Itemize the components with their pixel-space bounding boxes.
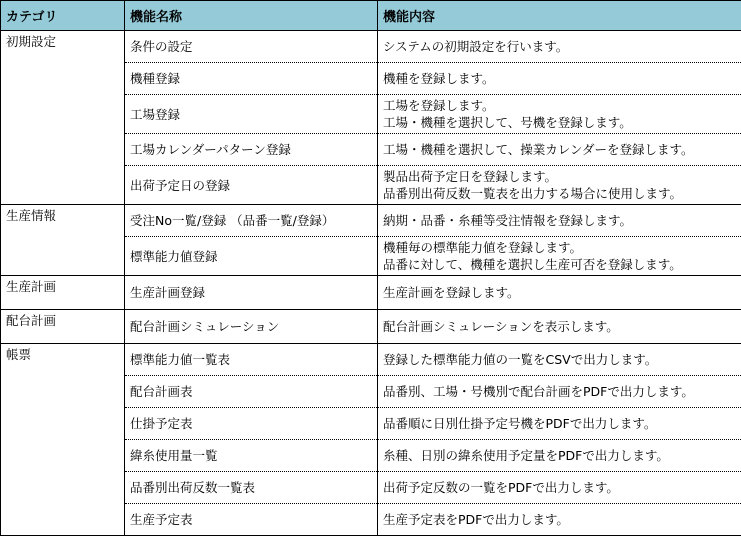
desc-line: 登録した標準能力値の一覧をCSVで出力します。 <box>383 351 736 368</box>
desc-line: 工場・機種を選択して、操業カレンダーを登録します。 <box>383 141 736 158</box>
header-row <box>1 1 741 31</box>
function-desc-cell <box>378 166 741 205</box>
desc-line: 糸種、日別の緯糸使用予定量をPDFで出力します。 <box>383 447 736 464</box>
function-desc-cell <box>378 134 741 166</box>
function-desc-cell <box>378 440 741 472</box>
table-row <box>1 344 741 376</box>
table-row <box>1 205 741 237</box>
desc-line: 品番別、工場・号機別で配台計画をPDFで出力します。 <box>383 383 736 400</box>
header-category: カテゴリ <box>1 1 125 31</box>
function-desc-cell <box>378 408 741 440</box>
desc-line: 機種毎の標準能力値を登録します。 <box>383 239 736 256</box>
function-name-cell: 工場カレンダーパターン登録 <box>125 134 378 166</box>
category-cell-production-info: 生産情報 <box>1 205 125 276</box>
function-name-cell: 出荷予定日の登録 <box>125 166 378 205</box>
function-name-cell: 仕掛予定表 <box>125 408 378 440</box>
function-desc-cell <box>378 472 741 504</box>
category-cell-production-plan: 生産計画 <box>1 276 125 310</box>
function-name-cell: 標準能力値一覧表 <box>125 344 378 376</box>
function-desc-cell <box>378 31 741 63</box>
function-name-cell: 条件の設定 <box>125 31 378 63</box>
function-name-cell: 生産予定表 <box>125 504 378 536</box>
desc-line: 品番別出荷反数一覧表を出力する場合に使用します。 <box>383 185 736 202</box>
function-name-cell: 機種登録 <box>125 63 378 95</box>
desc-line: 品番に対して、機種を選択し生産可否を登録します。 <box>383 256 736 273</box>
function-desc-cell <box>378 310 741 344</box>
function-name-cell: 受注No一覧/登録 （品番一覧/登録） <box>125 205 378 237</box>
function-desc-cell <box>378 63 741 95</box>
function-name-cell: 標準能力値登録 <box>125 237 378 276</box>
function-desc-cell <box>378 276 741 310</box>
desc-line: 工場を登録します。 <box>383 97 736 114</box>
header-function-desc: 機能内容 <box>378 1 741 31</box>
function-desc-cell <box>378 344 741 376</box>
function-desc-cell <box>378 376 741 408</box>
desc-line: 品番順に日別仕掛予定号機をPDFで出力します。 <box>383 415 736 432</box>
function-desc-cell <box>378 237 741 276</box>
function-desc-cell <box>378 205 741 237</box>
table-row <box>1 31 741 63</box>
category-cell-allocation-plan: 配台計画 <box>1 310 125 344</box>
function-name-cell: 緯糸使用量一覧 <box>125 440 378 472</box>
desc-line: 機種を登録します。 <box>383 70 736 87</box>
function-name-cell: 生産計画登録 <box>125 276 378 310</box>
desc-line: 配台計画シミュレーションを表示します。 <box>383 318 736 335</box>
table-row <box>1 276 741 310</box>
function-desc-cell <box>378 95 741 134</box>
desc-line: システムの初期設定を行います。 <box>383 38 736 55</box>
function-name-cell: 配台計画表 <box>125 376 378 408</box>
function-name-cell: 工場登録 <box>125 95 378 134</box>
function-desc-cell <box>378 504 741 536</box>
category-cell-reports: 帳票 <box>1 344 125 536</box>
header-function-name: 機能名称 <box>125 1 378 31</box>
desc-line: 出荷予定反数の一覧をPDFで出力します。 <box>383 479 736 496</box>
desc-line: 工場・機種を選択して、号機を登録します。 <box>383 114 736 131</box>
desc-line: 製品出荷予定日を登録します。 <box>383 168 736 185</box>
desc-line: 生産予定表をPDFで出力します。 <box>383 511 736 528</box>
desc-line: 生産計画を登録します。 <box>383 284 736 301</box>
category-cell-initial-settings: 初期設定 <box>1 31 125 205</box>
table-row <box>1 310 741 344</box>
function-name-cell: 配台計画シミュレーション <box>125 310 378 344</box>
function-name-cell: 品番別出荷反数一覧表 <box>125 472 378 504</box>
desc-line: 納期・品番・糸種等受注情報を登録します。 <box>383 212 736 229</box>
